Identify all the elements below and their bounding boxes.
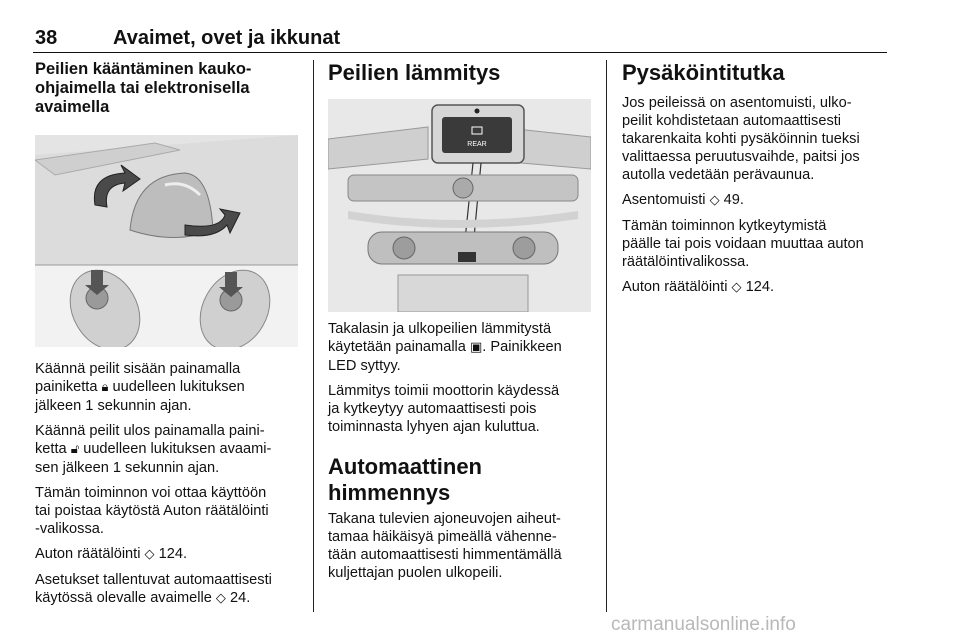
paragraph: Lämmitys toimii moottorin käydessä ja kytkeytyy automaattisesti pois toiminnasta lyhyen ajan kuluttua. xyxy=(328,383,560,435)
paragraph: Tämän toiminnon kytkeytymistä päälle tai pois voidaan muuttaa auton räätälöintivalikossa. xyxy=(622,218,864,270)
rear-window-heat-icon: ▣ xyxy=(469,340,483,355)
reference-arrow-icon: ◇ xyxy=(144,547,155,562)
column-1-text xyxy=(35,360,300,615)
column-3 xyxy=(622,60,890,304)
dashboard-illustration xyxy=(328,99,591,312)
mirror-folding-illustration xyxy=(35,135,298,347)
paragraph: Jos peileissä on asentomuisti, ulko- peilit kohdistetaan automaattisesti takarenkaita kohti pysäköinnin tueksi valittaessa peruutusvaihde, paitsi jos autolla vedetään perävaunua. xyxy=(622,95,860,183)
paragraph: Takana tulevien ajoneuvojen aiheut- tamaa häikäisyä pimeällä vähenne- tään automaattisesti himmentämällä kuljettajan puolen ulkopeili. xyxy=(328,511,562,581)
section-heading-parking-assist: Pysäköintitutka xyxy=(622,60,785,85)
page-link[interactable]: 124. xyxy=(745,279,775,295)
reference-arrow-icon: ◇ xyxy=(215,591,226,606)
page-header xyxy=(33,18,887,53)
reference-arrow-icon: ◇ xyxy=(709,193,720,208)
column-divider xyxy=(606,60,607,612)
page-link[interactable]: 124. xyxy=(158,546,188,562)
cross-reference: Auton räätälöinti ◇ 124. xyxy=(622,279,775,295)
rear-button-label: REAR xyxy=(467,141,487,148)
section-heading-mirror-heating: Peilien lämmitys xyxy=(328,60,501,85)
paragraph: Käännä peilit sisään painamalla painiketta 🔒︎ uudelleen lukituksen jälkeen 1 sekunnin ajan. xyxy=(35,361,245,414)
paragraph: Asetukset tallentuvat automaattisesti käytössä olevalle avaimelle ◇ 24. xyxy=(35,572,272,606)
column-divider xyxy=(313,60,314,612)
paragraph: Käännä peilit ulos painamalla paini- ketta 🔓︎ uudelleen lukituksen avaami- sen jälkeen 1 sekunnin ajan. xyxy=(35,423,272,476)
page-number: 38 xyxy=(35,27,58,49)
cross-reference: Auton räätälöinti ◇ 124. xyxy=(35,546,188,562)
lock-icon: 🔒︎ xyxy=(101,380,109,395)
unlock-icon: 🔓︎ xyxy=(70,442,80,457)
watermark: carmanualsonline.info xyxy=(611,614,796,635)
column-1 xyxy=(35,60,300,117)
page-link[interactable]: 24. xyxy=(229,590,251,606)
cross-reference: Asentomuisti ◇ 49. xyxy=(622,192,744,208)
column-2 xyxy=(328,60,592,86)
paragraph: Tämän toiminnon voi ottaa käyttöön tai poistaa käytöstä Auton räätälöinti -valikossa. xyxy=(35,485,269,537)
column-2-text xyxy=(328,320,592,589)
section-heading-remote-folding: Peilien kääntäminen kauko- ohjaimella tai elektronisella avaimella xyxy=(35,60,252,116)
page-title: Avaimet, ovet ja ikkunat xyxy=(113,27,341,49)
paragraph: Takalasin ja ulkopeilien lämmitystä käytetään painamalla ▣. Painikkeen LED syttyy. xyxy=(328,321,562,374)
reference-arrow-icon: ◇ xyxy=(731,280,742,295)
section-heading-auto-dimming: Automaattinen himmennys xyxy=(328,454,482,505)
page-link[interactable]: 49. xyxy=(723,192,744,208)
